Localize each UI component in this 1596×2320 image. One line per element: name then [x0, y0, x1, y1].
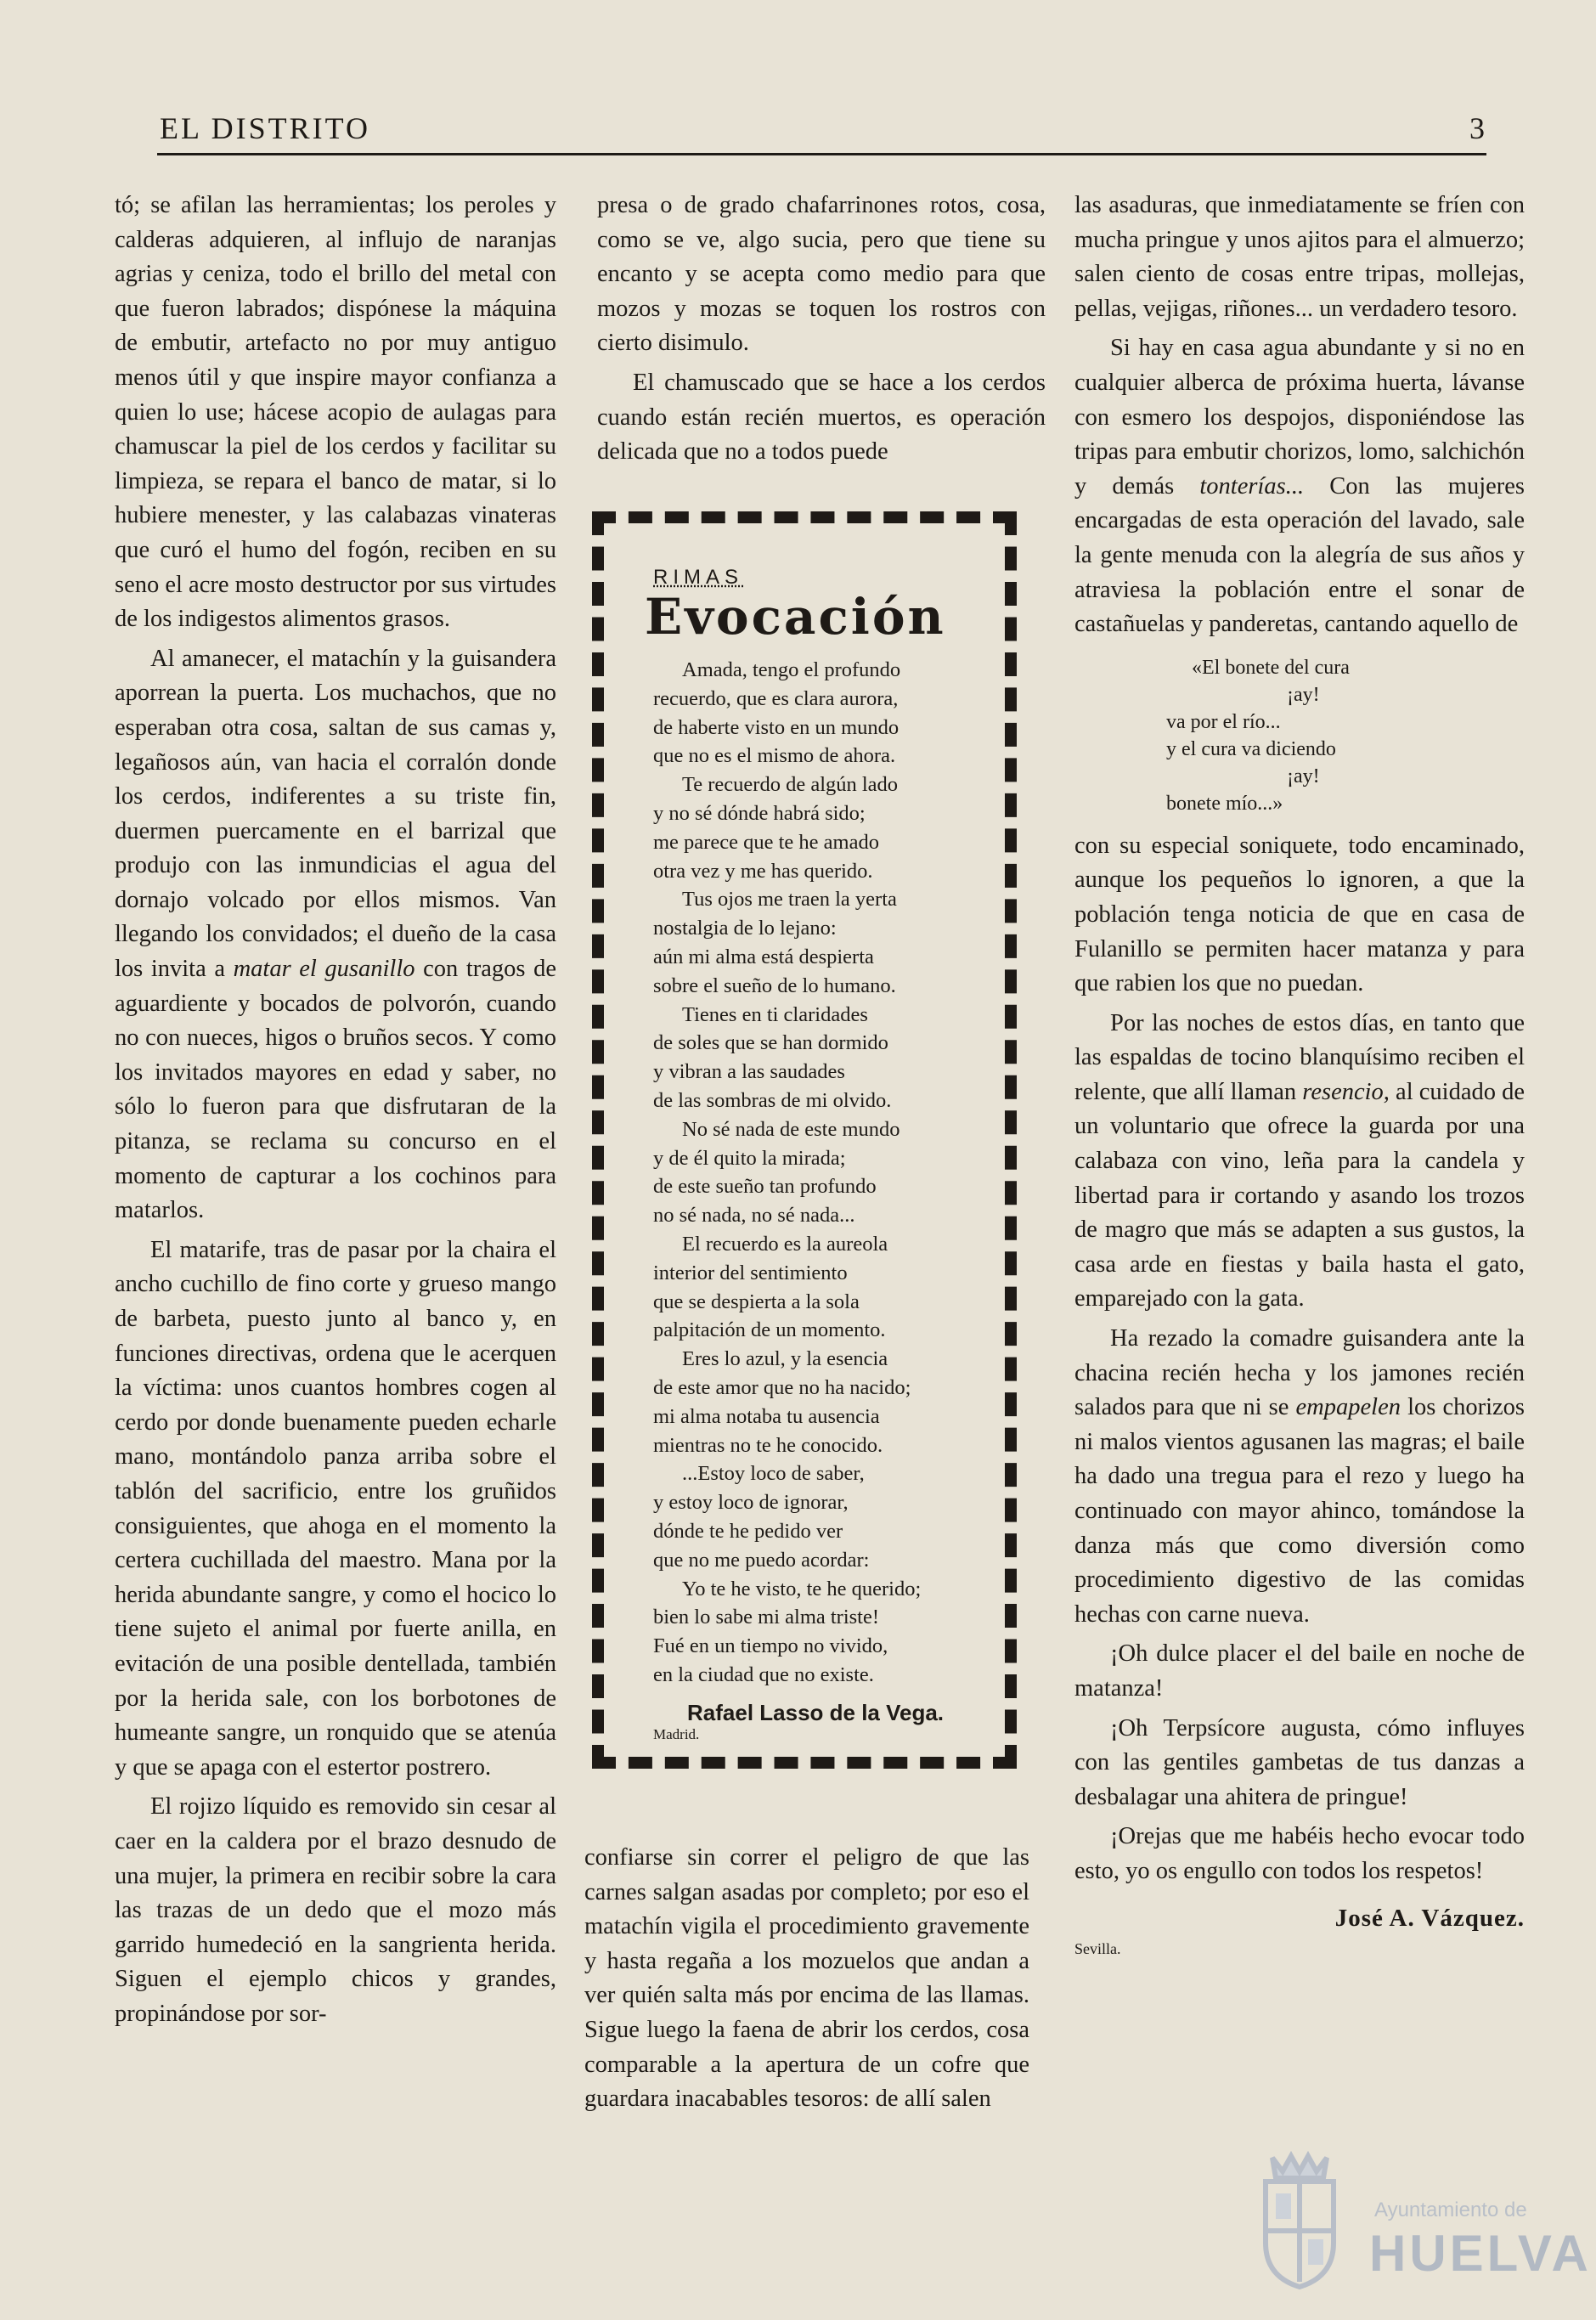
paragraph: presa o de grado chafarrinones rotos, cosa, como se ve, algo sucia, pero que tiene su encanto y se acepta como medio para que mozos y mozas se toquen los rostros con cierto disimulo.	[597, 192, 1046, 357]
verse-line: ¡ay!	[1287, 683, 1320, 706]
poem-line: aún mi alma está despierta	[653, 945, 874, 968]
poem-line: que no me puedo acordar:	[653, 1548, 870, 1572]
paragraph: confiarse sin correr el peligro de que las carnes salgan asadas por completo; por eso el matachín vigila el procedimiento gravemente y hasta regaña a los mozuelos que andan a ver quién salta más por encima de las llamas. Sigue luego la faena de abrir los cerdos, cosa comparable a la apertura de un cofre que guardara inacabables tesoros: de allí salen	[584, 1844, 1029, 2113]
poem-line: de haberte visto en un mundo	[653, 715, 900, 739]
verse-line: ¡ay!	[1287, 765, 1320, 787]
poem-place: Madrid.	[653, 1725, 700, 1742]
paragraph: Al amanecer, el matachín y la guisandera aporrean la puerta. Los muchachos, que no esperaban otra cosa, saltan de sus camas y, legañosos aún, van hacia el corralón donde los cerdos, indiferentes a su triste fin, duermen puercamente en el barrizal que produjo con las inmundicias el agua del dornajo volcado por ellos mismos. Van llegando los convidados; el dueño de la casa los invita a matar el gusanillo con tragos de aguardiente y bocados de polvorón, cuando no con nueces, higos o bruños secos. Y como los invitados mayores en edad y saber, no sólo lo fueron para que disfrutaran de la pitanza, se reclama su concurso en el momento de capturar a los cochinos para matarlos.	[115, 645, 556, 1224]
poem-title: Evocación	[645, 588, 946, 646]
poem-line: mientras no te he conocido.	[653, 1433, 883, 1457]
paragraph: ¡Orejas que me habéis hecho evocar todo esto, yo os engullo con todos los respetos!	[1074, 1823, 1525, 1884]
song-verse	[1074, 654, 1525, 817]
paragraph: ¡Oh Terpsícore augusta, cómo influyes con las gentiles gambetas de tus danzas a desbalagar una ahitera de pringue!	[1074, 1714, 1525, 1810]
watermark-name: HUELVA	[1369, 2225, 1592, 2282]
page-number: 3	[1469, 111, 1485, 145]
poem-line: no sé nada, no sé nada...	[653, 1204, 855, 1228]
poem-line: recuerdo, que es clara aurora,	[653, 686, 899, 710]
poem-line: y de él quito la mirada;	[653, 1146, 846, 1170]
paragraph: Por las noches de estos días, en tanto que las espaldas de tocino blanquísimo reciben el relente, que allí llaman resencio, al cuidado de un voluntario que ofrece la guarda por una calabaza con vino, leña para la candela y libertad para ir cortando y asando los trozos de magro que más se adapten a sus gustos, la casa arde en fiestas y baila hasta el gato, emparejado con la gata.	[1074, 1009, 1526, 1312]
article-signature: José A. Vázquez.	[1334, 1904, 1525, 1932]
poem-line: otra vez y me has querido.	[653, 859, 873, 883]
paragraph: Ha rezado la comadre guisandera ante la chacina recién hecha y los jamones recién salados para que ni se empapelen los chorizos ni malos vientos agusanen las magras; el baile ha dado una tregua para el rezo y luego ha continuado con mayor ahinco, tomándose la danza más que como diversión como procedimiento digestivo de las comidas hechas con carne nueva.	[1074, 1325, 1526, 1628]
header-rule	[157, 153, 1486, 155]
column-right	[1074, 189, 1525, 1967]
poem-line: y estoy loco de ignorar,	[653, 1491, 849, 1515]
poem-line: que no es el mismo de ahora.	[653, 744, 896, 768]
poem-line: nostalgia de lo lejano:	[653, 917, 837, 940]
poem-line: Tienes en ti claridades	[682, 1002, 868, 1026]
paragraph: tó; se afilan las herramientas; los peroles y calderas adquieren, al influjo de naranjas agrias y ceniza, todo el brillo del metal con que fueron labrados; dispónese la máquina de embutir, artefacto no por muy antiguo menos útil y que inspire mayor confianza a quien lo use; hácese acopio de aulagas para chamuscar la piel de los cerdos y facilitar su limpieza, se repara el banco de matar, si lo hubiere menester, y las calabazas vinateras que curó el humo del fogón, reciben en su seno el acre mosto destructor por sus virtudes de los indigestos alimentos grasos.	[115, 192, 556, 633]
poem-line: Amada, tengo el profundo	[682, 658, 901, 681]
poem-line: No sé nada de este mundo	[682, 1117, 900, 1141]
poem-line: dónde te he pedido ver	[653, 1519, 843, 1543]
poem-line: en la ciudad que no existe.	[653, 1662, 874, 1686]
paragraph: El matarife, tras de pasar por la chaira el ancho cuchillo de fino corte y grueso mango de barbeta, puesto junto al banco y, en funciones directivas, ordena que le acerquen la víctima: unos cuantos hombres cogen al cerdo por donde buenamente pueden echarle mano, montándolo panza arriba sobre el tablón del sacrificio, entre los gruñidos consiguientes, que ahoga en el momento la certera cuchillada del maestro. Mana por la herida abundante sangre, y como el hocico lo tiene sujeto el animal por fuerte anilla, en evitación de una posible dentellada, también por la herida sale, con los borbotones de humeante sangre, un ronquido que se atenúa y que se apaga con el estertor postrero.	[115, 1236, 556, 1781]
column-center-top	[597, 189, 1046, 470]
paragraph: Si hay en casa agua abundante y si no en cualquier alberca de próxima huerta, lávanse con esmero los despojos, disponiéndose las tripas para embutir chorizos, lomo, salchichón y demás tonterías... Con las mujeres encargadas de esta operación del lavado, sale la gente menuda con la alegría de sus años y atraviesa la población entre el sonar de castañuelas y panderetas, cantando aquello de	[1074, 335, 1525, 638]
poem-line: ...Estoy loco de saber,	[682, 1462, 865, 1486]
poem-line: El recuerdo es la aureola	[682, 1232, 888, 1256]
poem-line: sobre el sueño de lo humano.	[653, 974, 896, 997]
column-left	[115, 189, 556, 2031]
poem-line: me parece que te he amado	[653, 830, 879, 854]
poem-line: y vibran a las saudades	[653, 1060, 845, 1084]
paragraph: El chamuscado que se hace a los cerdos cuando están recién muertos, es operación delicada que no a todos puede	[597, 369, 1046, 466]
poem-section-label: RIMAS	[653, 566, 744, 589]
poem-line: interior del sentimiento	[653, 1261, 848, 1284]
verse-line: «El bonete del cura	[1192, 656, 1350, 679]
poem-line: y no sé dónde habrá sido;	[653, 801, 866, 825]
archive-watermark	[1240, 2149, 1592, 2302]
poem-line: de las sombras de mi olvido.	[653, 1088, 892, 1112]
poem-line: de soles que se han dormido	[653, 1031, 888, 1055]
verse-line: y el cura va diciendo	[1166, 737, 1336, 760]
paragraph: con su especial soniquete, todo encaminado, aunque los pequeños lo ignoren, a que la población tenga noticia de que en casa de Fulanillo se permiten hacer matanza y para que rabien los que no puedan.	[1074, 832, 1525, 997]
paragraph: las asaduras, que inmediatamente se fríen con mucha pringue y unos ajitos para el almuerzo; salen ciento de cosas entre tripas, mollejas, pellas, vejigas, riñones... un verdadero tesoro.	[1074, 192, 1525, 322]
column-center-bottom	[584, 1841, 1029, 2117]
poem-line: Tus ojos me traen la yerta	[682, 888, 897, 912]
poem-lines	[653, 656, 1010, 1690]
poem-line: que se despierta a la sola	[653, 1290, 860, 1313]
coat-of-arms-icon	[1240, 2149, 1359, 2294]
poem-line: Te recuerdo de algún lado	[682, 773, 899, 797]
poem-line: de este amor que no ha nacido;	[653, 1375, 911, 1399]
verse-line: va por el río...	[1166, 710, 1281, 733]
poem-line: bien lo sabe mi alma triste!	[653, 1606, 880, 1629]
poem-line: palpitación de un momento.	[653, 1318, 886, 1342]
page-header	[160, 110, 1485, 155]
poem-frame	[592, 511, 1017, 1769]
poem-line: Fué en un tiempo no vivido,	[653, 1634, 888, 1658]
article-place: Sevilla.	[1074, 1940, 1121, 1958]
verse-line: bonete mío...»	[1166, 792, 1283, 815]
paragraph: El rojizo líquido es removido sin cesar al caer en la caldera por el brazo desnudo de una mujer, la primera en recibir sobre la cara las trazas de un dedo que el mozo más garrido humedeció en la sangrienta herida. Siguen el ejemplo chicos y grandes, propinándose por sor-	[115, 1793, 556, 2027]
poem	[645, 566, 1010, 1743]
paragraph: ¡Oh dulce placer el del baile en noche de matanza!	[1074, 1640, 1525, 1702]
newspaper-title: EL DISTRITO	[160, 111, 370, 145]
poem-line: Yo te he visto, te he querido;	[682, 1577, 922, 1600]
watermark-subtitle: Ayuntamiento de	[1374, 2199, 1527, 2221]
poem-line: mi alma notaba tu ausencia	[653, 1404, 880, 1428]
poem-author: Rafael Lasso de la Vega.	[687, 1699, 945, 1725]
poem-line: de este sueño tan profundo	[653, 1175, 877, 1199]
poem-line: Eres lo azul, y la esencia	[682, 1347, 888, 1371]
